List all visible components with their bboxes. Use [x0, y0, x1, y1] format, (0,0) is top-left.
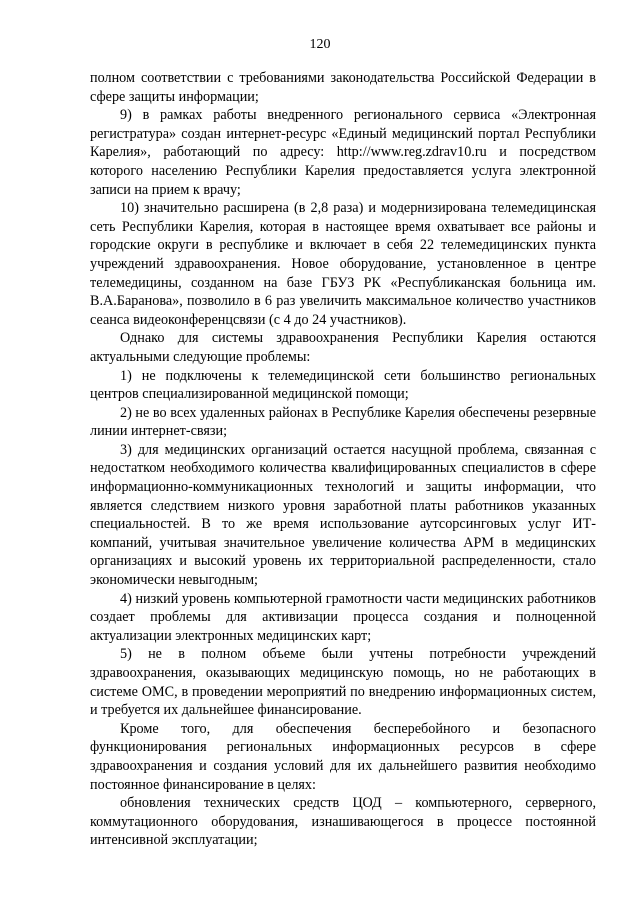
problem-item-4: 4) низкий уровень компьютерной грамотности части медицинских работников создает проблемы для активизации процесса создания и полноценной актуализации электронных медицинских карт;	[90, 590, 596, 644]
problems-intro-paragraph: Однако для системы здравоохранения Республики Карелия остаются актуальными следующие проблемы:	[90, 330, 596, 365]
document-body	[90, 69, 596, 850]
problem-item-3: 3) для медицинских организаций остается насущной проблема, связанная с недостатком необходимого количества квалифицированных специалистов в сфере информационно-коммуникационных технологий и защиты информации, что является следствием низкого уровня заработной платы работников указанных специальностей. В то же время использование аутсорсинговых услуг ИТ-компаний, учитывая значительное увеличение количества АРМ в медицинских организациях и высокий уровень их территориальной распределенности, стало экономически невыгодным;	[90, 441, 596, 589]
problem-item-5: 5) не в полном объеме были учтены потребности учреждений здравоохранения, оказывающих медицинскую помощь, но не работающих в системе ОМС, в проведении мероприятий по внедрению информационных систем, и требуется их дальнейшее финансирование.	[90, 646, 596, 719]
page-number: 120	[309, 37, 331, 52]
list-item-10: 10) значительно расширена (в 2,8 раза) и модернизирована телемедицинская сеть Республики Карелия, которая в настоящее время охватывает все районы и городские округи в республике и включает в себя 22 телемедицинских пункта учреждений здравоохранения. Новое оборудование, установленное в центре телемедицины, созданном на базе ГБУЗ РК «Республиканская больница им. В.А.Баранова», позволило в 6 раз увеличить максимальное количество участников сеанса видеоконференцсвязи (с 4 до 24 участников).	[90, 200, 596, 328]
list-item-9: 9) в рамках работы внедренного регионального сервиса «Электронная регистратура» создан интернет-ресурс «Единый медицинский портал Республики Карелия», работающий по адресу: http://www.reg.zdrav10.ru и посредством которого населению Республики Карелия предоставляется услуга электронной записи на прием к врачу;	[90, 107, 596, 198]
problem-item-1: 1) не подключены к телемедицинской сети большинство региональных центров специализированной медицинской помощи;	[90, 367, 596, 403]
financing-intro-paragraph: Кроме того, для обеспечения бесперебойного и безопасного функционирования региональных информационных ресурсов в сфере здравоохранения и создания условий для их дальнейшего развития необходимо постоянное финансирование в целях:	[90, 720, 596, 793]
paragraph-continuation: полном соответствии с требованиями законодательства Российской Федерации в сфере защиты информации;	[90, 70, 596, 105]
problem-item-2: 2) не во всех удаленных районах в Республике Карелия обеспечены резервные линии интернет-связи;	[90, 404, 596, 440]
financing-item-hardware: обновления технических средств ЦОД – компьютерного, серверного, коммутационного оборудования, изнашивающегося в процессе постоянной интенсивной эксплуатации;	[90, 795, 596, 849]
